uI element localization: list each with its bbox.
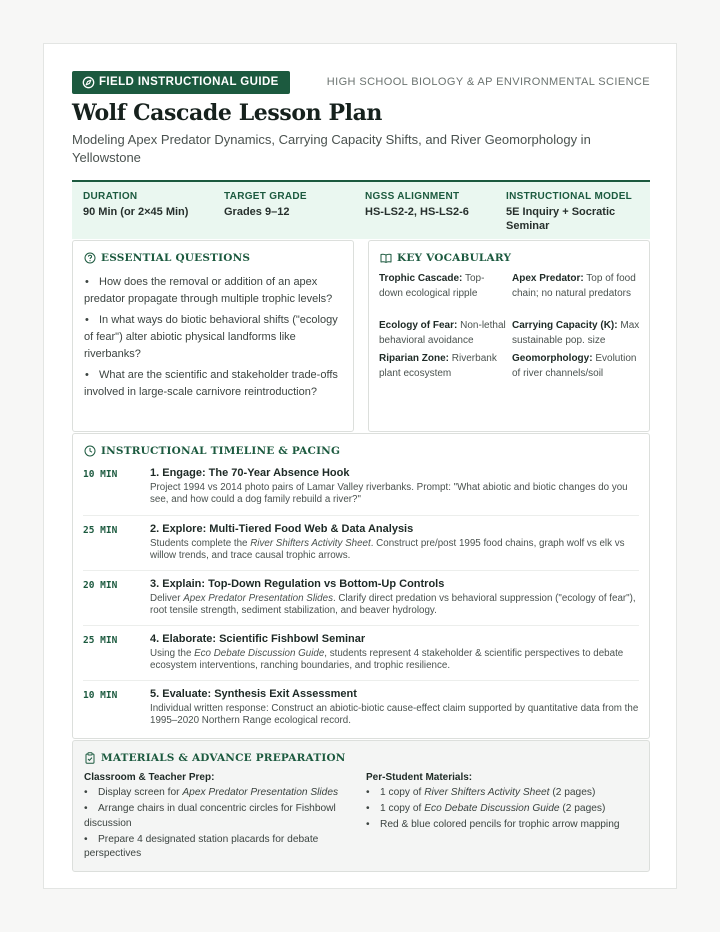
vocab-term: Ecology of Fear: — [379, 320, 458, 331]
item-text: 1 copy of — [380, 787, 425, 798]
meta-label: INSTRUCTIONAL MODEL — [506, 191, 633, 202]
meta-value: HS-LS2-2, HS-LS2-6 — [365, 206, 469, 218]
card-heading-text: ESSENTIAL QUESTIONS — [101, 252, 251, 264]
question-text: In what ways do biotic behavioral shifts ("ecology of fear") alter abiotic physical landforms like riverbanks? — [84, 314, 338, 360]
column-heading: Classroom & Teacher Prep: — [84, 772, 215, 783]
resource-title: Apex Predator Presentation Slides — [183, 593, 333, 604]
vocab-item — [379, 352, 507, 381]
subject-label: HIGH SCHOOL BIOLOGY & AP ENVIRONMENTAL SCIENCE — [326, 76, 650, 88]
timeline-row-engage — [83, 467, 639, 516]
list-item: • 1 copy of Eco Debate Discussion Guide (2 pages) — [366, 803, 606, 814]
vocab-item — [379, 272, 507, 301]
list-item: • Prepare 4 designated station placards for debate perspectives — [84, 833, 319, 859]
lesson-plan-page — [43, 43, 677, 889]
key-vocabulary-card — [368, 240, 650, 432]
header-row — [72, 71, 650, 95]
list-item: • In what ways do biotic behavioral shifts ("ecology of fear") alter abiotic physical landforms like riverbanks? — [84, 314, 338, 360]
meta-label: NGSS ALIGNMENT — [365, 191, 460, 202]
vocab-definition: Riverbank plant ecosystem — [379, 353, 497, 379]
resource-title: River Shifters Activity Sheet — [250, 538, 371, 549]
vocab-term: Trophic Cascade: — [379, 273, 463, 284]
key-vocabulary-heading — [380, 252, 511, 264]
list-item: • How does the removal or addition of an apex predator propagate through multiple trophic levels? — [84, 276, 333, 305]
question-text: What are the scientific and stakeholder trade-offs involved in large-scale carnivore reintroduction? — [84, 369, 338, 398]
timeline-duration: 10 MIN — [83, 690, 118, 701]
meta-value: 5E Inquiry + Socratic Seminar — [506, 206, 616, 232]
card-heading-text: KEY VOCABULARY — [397, 252, 512, 264]
timeline-card — [72, 433, 650, 739]
badge-label: FIELD INSTRUCTIONAL GUIDE — [99, 76, 279, 88]
timeline-step-title: 1. Engage: The 70-Year Absence Hook — [150, 467, 350, 479]
guide-badge — [72, 71, 290, 94]
timeline-step-description — [150, 538, 639, 562]
timeline-heading — [84, 445, 340, 457]
essential-questions-list — [84, 274, 344, 405]
teacher-prep-column — [84, 772, 349, 863]
resource-title: River Shifters Activity Sheet — [424, 787, 550, 798]
timeline-step-description: Individual written response: Construct an abiotic-biotic cause-effect claim supported by quantitative data from the 1995–2020 Northern Range ecological record. — [150, 703, 639, 726]
vocab-term: Carrying Capacity (K): — [512, 320, 618, 331]
clock-icon — [84, 445, 96, 457]
timeline-duration: 25 MIN — [83, 525, 118, 536]
vocab-term: Geomorphology: — [512, 353, 593, 364]
timeline-row-explain — [83, 578, 639, 626]
materials-card — [72, 740, 650, 872]
vocab-term: Apex Predator: — [512, 273, 584, 284]
timeline-step-title: 5. Evaluate: Synthesis Exit Assessment — [150, 688, 357, 700]
resource-title: Eco Debate Discussion Guide — [424, 803, 560, 814]
timeline-duration: 10 MIN — [83, 469, 118, 480]
meta-model — [506, 191, 636, 233]
list-item: • Red & blue colored pencils for trophic arrow mapping — [366, 819, 620, 830]
desc-text: Using the — [150, 648, 195, 659]
timeline-step-description — [150, 593, 639, 617]
item-text: Prepare 4 designated station placards for debate perspectives — [84, 833, 319, 859]
desc-text: Students complete the — [150, 538, 251, 549]
page-title: Wolf Cascade Lesson Plan — [72, 100, 383, 126]
list-item: • Arrange chairs in dual concentric circles for Fishbowl discussion — [84, 803, 336, 829]
essential-questions-heading — [84, 252, 250, 264]
book-open-icon — [380, 252, 392, 264]
meta-strip — [72, 180, 650, 239]
vocab-term: Riparian Zone: — [379, 353, 450, 364]
meta-value: 90 Min (or 2×45 Min) — [83, 206, 189, 218]
item-text: (2 pages) — [549, 787, 596, 798]
vocab-definition: Evolution of river channels/soil — [512, 353, 637, 379]
meta-label: DURATION — [83, 191, 138, 202]
timeline-duration: 25 MIN — [83, 635, 118, 646]
vocab-item — [512, 272, 640, 301]
help-circle-icon — [84, 252, 96, 264]
essential-questions-card — [72, 240, 354, 432]
desc-text: , students represent 4 stakeholder & scientific perspectives to debate ecosystem interventions, ranching boundaries, and trophic resilience. — [150, 648, 624, 671]
desc-text: . Construct pre/post 1995 food chains, graph wolf vs elk vs willow trends, and trace causal trophic arrows. — [150, 538, 625, 561]
list-item: • What are the scientific and stakeholder trade-offs involved in large-scale carnivore reintroduction? — [84, 369, 338, 398]
timeline-row-elaborate — [83, 633, 639, 681]
timeline-step-title: 4. Elaborate: Scientific Fishbowl Seminar — [150, 633, 366, 645]
meta-value: Grades 9–12 — [224, 206, 290, 218]
list-item: • 1 copy of River Shifters Activity Sheet (2 pages) — [366, 787, 596, 798]
materials-heading — [84, 752, 346, 764]
teacher-prep-list — [84, 786, 349, 862]
item-text: Red & blue colored pencils for trophic arrow mapping — [380, 819, 620, 830]
item-text: Display screen for — [98, 787, 183, 798]
item-text: (2 pages) — [559, 803, 606, 814]
timeline-step-description: Project 1994 vs 2014 photo pairs of Lamar Valley riverbanks. Prompt: "What abiotic and biotic changes do you see, and how could a dog family rebuild a river?" — [150, 482, 628, 505]
page-subtitle: Modeling Apex Predator Dynamics, Carrying Capacity Shifts, and River Geomorphology in Yellowstone — [72, 132, 591, 165]
column-heading: Per-Student Materials: — [366, 772, 473, 783]
meta-duration — [83, 191, 223, 219]
vocab-definition: Max sustainable pop. size — [512, 320, 640, 346]
desc-text: Deliver — [150, 593, 184, 604]
timeline-row-explore — [83, 523, 639, 571]
vocab-item — [512, 319, 640, 348]
question-text: How does the removal or addition of an apex predator propagate through multiple trophic levels? — [84, 276, 333, 305]
vocab-definition: Top-down ecological ripple — [379, 273, 485, 299]
desc-text: . Clarify direct predation vs behavioral suppression ("ecology of fear"), root tensile strength, sediment stabilization, and beaver hydrology. — [150, 593, 636, 616]
student-materials-column — [366, 772, 636, 834]
list-item: • Display screen for Apex Predator Presentation Slides — [84, 787, 339, 798]
vocab-item — [512, 352, 640, 381]
card-heading-text: MATERIALS & ADVANCE PREPARATION — [101, 752, 346, 764]
student-materials-list — [366, 786, 636, 833]
timeline-step-description — [150, 648, 639, 672]
resource-title: Apex Predator Presentation Slides — [182, 787, 339, 798]
card-heading-text: INSTRUCTIONAL TIMELINE & PACING — [101, 445, 341, 457]
item-text: 1 copy of — [380, 803, 425, 814]
meta-ngss — [365, 191, 505, 219]
timeline-step-title: 2. Explore: Multi-Tiered Food Web & Data Analysis — [150, 523, 414, 535]
compass-icon — [82, 76, 95, 89]
item-text: Arrange chairs in dual concentric circles for Fishbowl discussion — [84, 803, 336, 829]
vocab-definition: Top of food chain; no natural predators — [512, 273, 636, 299]
meta-target-grade — [224, 191, 364, 219]
vocab-item — [379, 319, 507, 348]
vocab-definition: Non-lethal behavioral avoidance — [379, 320, 506, 346]
resource-title: Eco Debate Discussion Guide — [194, 648, 325, 659]
meta-label: TARGET GRADE — [224, 191, 307, 202]
timeline-row-evaluate — [83, 688, 639, 732]
clipboard-icon — [84, 752, 96, 764]
timeline-step-title: 3. Explain: Top-Down Regulation vs Bottom-Up Controls — [150, 578, 445, 590]
timeline-duration: 20 MIN — [83, 580, 118, 591]
